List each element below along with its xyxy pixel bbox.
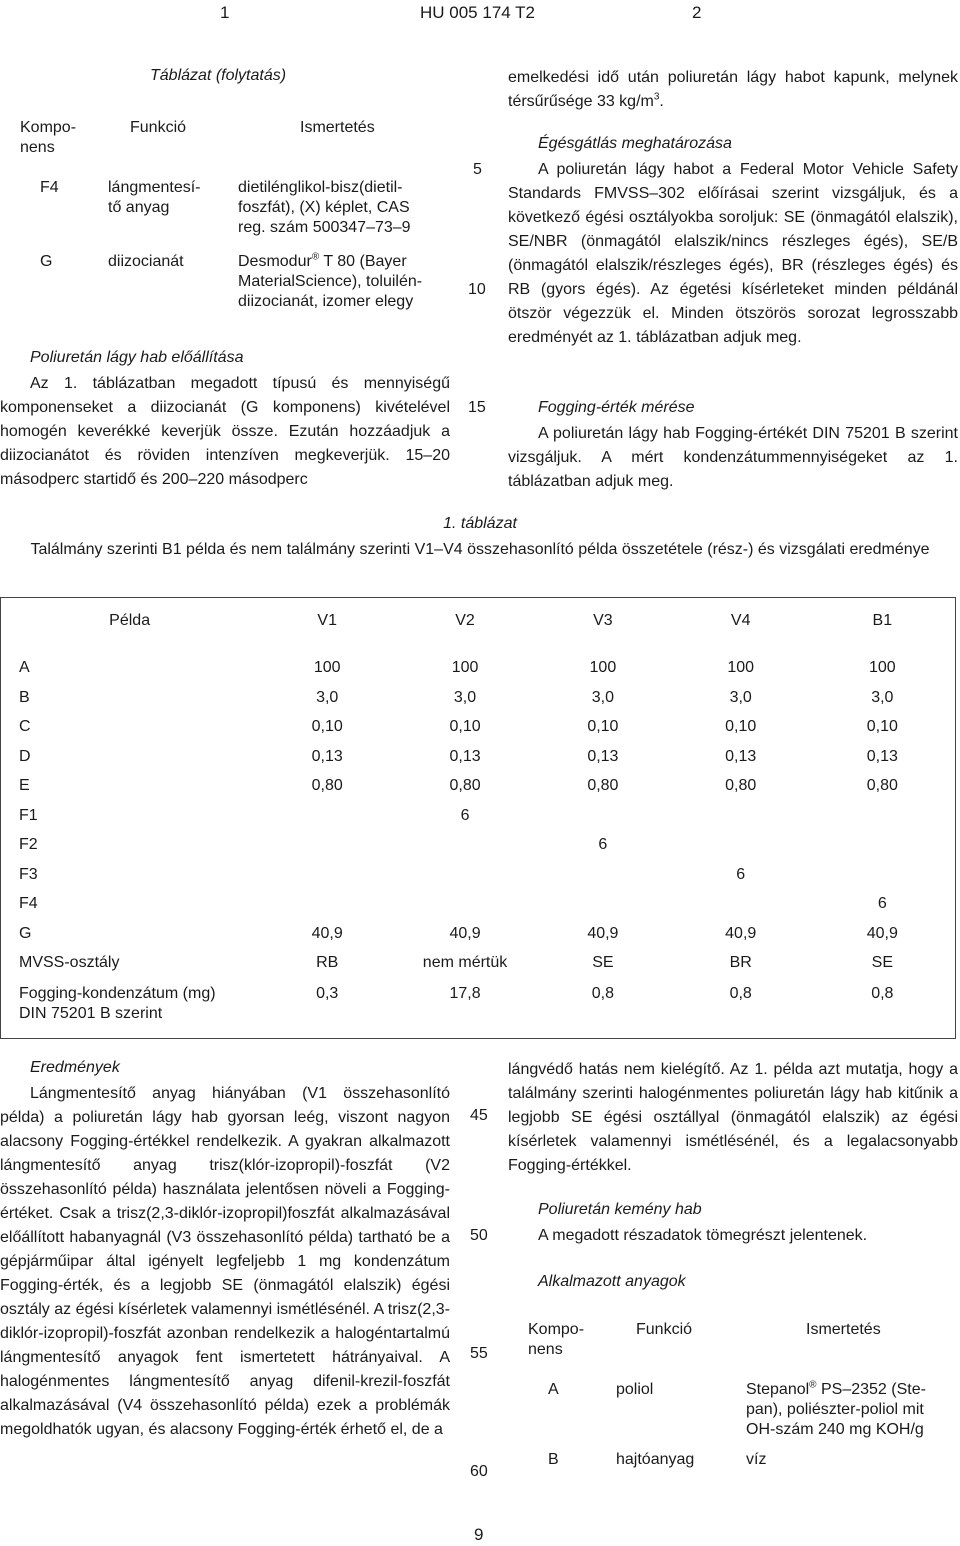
col-header-component: Kompo- nens — [20, 119, 77, 156]
main-results-table — [0, 597, 956, 1039]
row-g-component: G — [40, 253, 53, 270]
line-number-50: 50 — [470, 1227, 488, 1244]
row-f4-function: lángmentesí- tő anyag — [108, 179, 201, 216]
table-row: F4 6 — [19, 895, 887, 913]
paragraph-results: Lángmentesítő anyag hiányában (V1 összehasonlító példa) a poliuretán lágy hab gyorsan leég, viszont nagyon alacsony Fogging-értékkel rendelkezik. A gyakran alkalmazott lángmentesítő anyag trisz(klór-izopropil)-foszfát (V2 összehasonlító példa) használata jelentősen növeli a Fogging-értéket. Csak a trisz(2,3-diklór-izopropil)foszfát alkalmazásával előállított habanyagnál (V3 összehasonlító példa) tartható be a gépjárműipar által igényelt legfeljebb 1 mg kondenzátum Fogging-érték, és a legjobb SE (önmagától elalszik) égési osztály az égési kísérletek valamennyi ismétlésénél. A trisz(2,3-diklór-izopropil)-foszfát azonban rendelkezik a halogéntartalmú lángmentesítő anyagok fent ismertetett hátrányaival. A halogénmentes lángmentesítő anyag difenil-krezil-foszfát alkalmazásával (V4 összehasonlító példa) ezek a problémák megoldhatók ugyan, és alacsony Fogging-érték érhető el, de a — [0, 1085, 450, 1438]
line-number-60: 60 — [470, 1463, 488, 1480]
col-header-function: Funkció — [130, 119, 187, 136]
materials-row-a-description: Stepanol® PS–2352 (Ste- pan), poliészter-poliol mit OH-szám 240 mg KOH/g — [746, 1379, 926, 1438]
line-number-5: 5 — [473, 161, 482, 178]
component-table-header-row — [20, 118, 500, 158]
table-row: D 0,13 0,13 0,13 0,13 0,13 — [19, 747, 898, 765]
footer-page-number: 9 — [474, 1525, 484, 1544]
line-number-55: 55 — [470, 1345, 488, 1362]
materials-row-b-description: víz — [746, 1451, 767, 1468]
component-table-top — [20, 118, 500, 158]
section-title-flame-retardancy: Égésgátlás meghatározása — [538, 135, 732, 152]
header-v4: V4 — [730, 611, 751, 629]
materials-row-b-function: hajtóanyag — [616, 1451, 695, 1468]
header-v3: V3 — [593, 611, 613, 629]
header-document-id: HU 005 174 T2 — [420, 3, 535, 22]
header-right-page-number: 2 — [692, 3, 702, 22]
row-g-function: diizocianát — [108, 253, 184, 270]
paragraph-flame-retardancy: A poliuretán lágy habot a Federal Motor Vehicle Safety Standards FMVSS–302 előírásai szerint vizsgáljuk, és a következő égési osztályokba soroljuk: SE (önmagától elalszik), SE/NBR (önmagától elalszik/nincs részleges égés), SE/B (önmagától elalszik/részleges égés), BR (részleges égés) és RB (gyors égés). Az égetési kísérleteket minden példánál ötször végezzük el. Minden ötszörös sorozat legrosszabb eredményét az 1. táblázatban adjuk meg. — [508, 161, 958, 346]
materials-row-a-component: A — [548, 1381, 559, 1398]
materials-col-header-function: Funkció — [636, 1321, 693, 1338]
main-table-header-row — [1, 598, 956, 645]
row-g-description: Desmodur® T 80 (Bayer MaterialScience), toluilén- diizocianát, izomer elegy — [238, 251, 423, 310]
section-title-soft-foam: Poliuretán lágy hab előállítása — [30, 349, 244, 366]
table-row: E 0,80 0,80 0,80 0,80 0,80 — [19, 777, 898, 795]
main-table-caption: 1. táblázat — [443, 515, 517, 532]
table-row: G 40,9 40,9 40,9 40,9 40,9 — [19, 924, 898, 942]
table-continued-caption: Táblázat (folytatás) — [150, 67, 287, 84]
header-example: Példa — [109, 611, 151, 629]
header-b1: B1 — [872, 611, 893, 629]
section-title-results: Eredmények — [30, 1059, 120, 1076]
table-row: MVSS-osztály RB nem mértük SE BR SE — [19, 954, 893, 972]
header-v2: V2 — [455, 611, 475, 629]
table-row: F3 6 — [19, 865, 746, 883]
section-title-fogging: Fogging-érték mérése — [538, 399, 695, 416]
row-f4-description: dietilénglikol-bisz(dietil- foszfát), (X) képlet, CAS reg. szám 500347–73–9 — [238, 179, 411, 236]
table-row: B 3,0 3,0 3,0 3,0 3,0 — [19, 688, 894, 706]
paragraph-rigid-foam: A megadott részadatok tömegrészt jelentenek. — [538, 1227, 868, 1244]
section-title-materials: Alkalmazott anyagok — [538, 1273, 686, 1290]
table-row: F2 6 — [19, 836, 608, 854]
col-header-description: Ismertetés — [300, 119, 375, 136]
row-f4-component: F4 — [40, 179, 59, 196]
materials-row-b-component: B — [548, 1451, 559, 1468]
section-title-rigid-foam: Poliuretán kemény hab — [538, 1201, 702, 1218]
header-v1: V1 — [317, 611, 337, 629]
table-row: F1 6 — [19, 806, 470, 824]
main-table-title: Találmány szerinti B1 példa és nem találmány szerinti V1–V4 összehasonlító példa összetétele (rész-) és vizsgálati eredménye — [30, 541, 930, 558]
table-row: C 0,10 0,10 0,10 0,10 0,10 — [19, 718, 898, 736]
header-left-page-number: 1 — [220, 3, 230, 22]
table-row: A 100 100 100 100 100 — [19, 659, 896, 677]
paragraph-fogging: A poliuretán lágy hab Fogging-értékét DIN 75201 B szerint vizsgáljuk. A mért kondenzátummennyiségeket az 1. táblázatban adjuk meg. — [508, 425, 958, 490]
paragraph-flame-effect: lángvédő hatás nem kielégítő. Az 1. példa azt mutatja, hogy a találmány szerinti halogénmentes poliuretán lágy hab kitűnik a legjobb SE égési osztállyal (önmagától elalszik) az égési kísérletek valamennyi ismétlésénél, és a legalacsonyabb Fogging-értékkel. — [508, 1061, 958, 1174]
line-number-10: 10 — [468, 281, 486, 298]
materials-col-header-description: Ismertetés — [806, 1321, 881, 1338]
line-number-45: 45 — [470, 1107, 488, 1124]
paragraph-soft-foam: Az 1. táblázatban megadott típusú és mennyiségű komponenseket a diizocianát (G komponens) kivételével homogén keverékké keverjük össze. Ezután hozzáadjuk a diizocianátot és röviden intenzíven megkeverjük. 15–20 másodperc startidő és 200–220 másodperc — [0, 375, 450, 488]
paragraph-density: emelkedési idő után poliuretán lágy habot kapunk, melynek térsűrűsége 33 $kg/m^3$. — [508, 69, 958, 110]
materials-col-header-component: Kompo- nens — [528, 1321, 585, 1358]
line-number-15: 15 — [468, 399, 486, 416]
table-row: Fogging-kondenzátum (mg) DIN 75201 B szerint 0,3 17,8 0,8 0,8 0,8 — [19, 984, 894, 1022]
materials-row-a-function: poliol — [616, 1381, 654, 1398]
